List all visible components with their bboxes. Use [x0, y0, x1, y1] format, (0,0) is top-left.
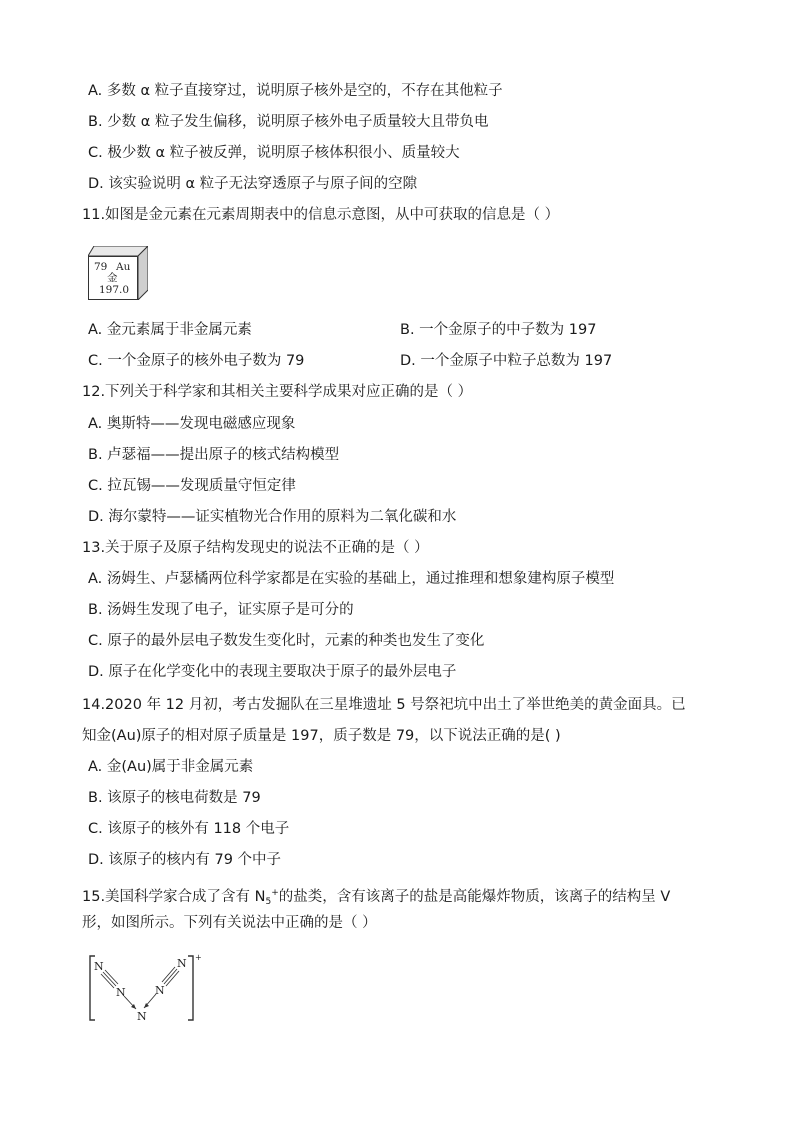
- q13-option-d: D. 原子在化学变化中的表现主要取决于原子的最外层电子: [88, 664, 457, 680]
- atom-n3: N: [137, 1010, 147, 1023]
- q14-option-d: D. 该原子的核内有 79 个中子: [88, 852, 282, 868]
- q15-stem-line2: 形，如图所示。下列有关说法中正确的是（ ）: [82, 915, 377, 931]
- q15-stem-line1: [82, 883, 670, 912]
- q14-option-b: B. 该原子的核电荷数是 79: [88, 790, 261, 806]
- q15-subscript: 5: [265, 897, 272, 907]
- q14-option-c: C. 该原子的核外有 118 个电子: [88, 821, 290, 837]
- cell-front-face: [88, 256, 138, 300]
- q13-option-a: A. 汤姆生、卢瑟橘两位科学家都是在实验的基础上，通过推理和想象建构原子模型: [88, 571, 615, 587]
- atom-n5: N: [177, 957, 187, 970]
- q12-option-c: C. 拉瓦锡——发现质量守恒定律: [88, 478, 296, 494]
- q10-option-b: B. 少数 α 粒子发生偏移，说明原子核外电子质量较大且带负电: [88, 114, 489, 130]
- bonds: [101, 967, 179, 1009]
- q14-stem-line2: 知金(Au)原子的相对原子质量是 197，质子数是 79，以下说法正确的是( ): [82, 728, 561, 744]
- element-name: 金: [107, 272, 118, 284]
- q12-stem: 12.下列关于科学家和其相关主要科学成果对应正确的是（ ）: [82, 384, 473, 400]
- q12-option-a: A. 奥斯特——发现电磁感应现象: [88, 416, 296, 432]
- q12-option-b: B. 卢瑟福——提出原子的核式结构模型: [88, 447, 340, 463]
- q15-stem-post: 的盐类，含有该离子的盐是高能爆炸物质，该离子的结构呈 V: [278, 889, 671, 905]
- q11-option-b: B. 一个金原子的中子数为 197: [400, 322, 597, 338]
- q11-option-a: A. 金元素属于非金属元素: [88, 322, 252, 338]
- q15-stem-pre: 15.美国科学家合成了含有 N: [82, 889, 266, 905]
- n5-ion-structure-diagram: [86, 952, 206, 1024]
- atom-n2: N: [116, 986, 126, 999]
- q11-option-d: D. 一个金原子中粒子总数为 197: [400, 353, 613, 369]
- q14-option-a: A. 金(Au)属于非金属元素: [88, 759, 254, 775]
- arrow-head-right: [144, 1003, 149, 1008]
- q10-option-a: A. 多数 α 粒子直接穿过，说明原子核外是空的，不存在其他粒子: [88, 83, 503, 99]
- ion-charge: +: [195, 953, 202, 962]
- q15-superscript: +: [271, 888, 279, 898]
- q10-option-d: D. 该实验说明 α 粒子无法穿透原子与原子间的空隙: [88, 176, 418, 192]
- atom-n1: N: [94, 960, 104, 973]
- atomic-mass: 197.0: [99, 284, 130, 296]
- q13-option-b: B. 汤姆生发现了电子，证实原子是可分的: [88, 602, 354, 618]
- gold-element-cell: [88, 246, 150, 302]
- atomic-number: 79: [94, 261, 108, 273]
- q10-option-c: C. 极少数 α 粒子被反弹，说明原子核体积很小、质量较大: [88, 145, 460, 161]
- q14-stem-line1: 14.2020 年 12 月初，考古发掘队在三星堆遗址 5 号祭祀坑中出土了举世绝美的黄金面具。已: [82, 697, 686, 713]
- q11-option-c: C. 一个金原子的核外电子数为 79: [88, 353, 305, 369]
- right-bracket: [188, 956, 193, 1020]
- q12-option-d: D. 海尔蒙特——证实植物光合作用的原料为二氧化碳和水: [88, 509, 457, 525]
- q13-stem: 13.关于原子及原子结构发现史的说法不正确的是（ ）: [82, 540, 429, 556]
- q11-stem: 11.如图是金元素在元素周期表中的信息示意图，从中可获取的信息是（ ）: [82, 207, 560, 223]
- q13-option-c: C. 原子的最外层电子数发生变化时，元素的种类也发生了变化: [88, 633, 485, 649]
- cell-side-face: [138, 246, 148, 300]
- atom-n4: N: [155, 984, 165, 997]
- element-symbol: Au: [116, 261, 131, 273]
